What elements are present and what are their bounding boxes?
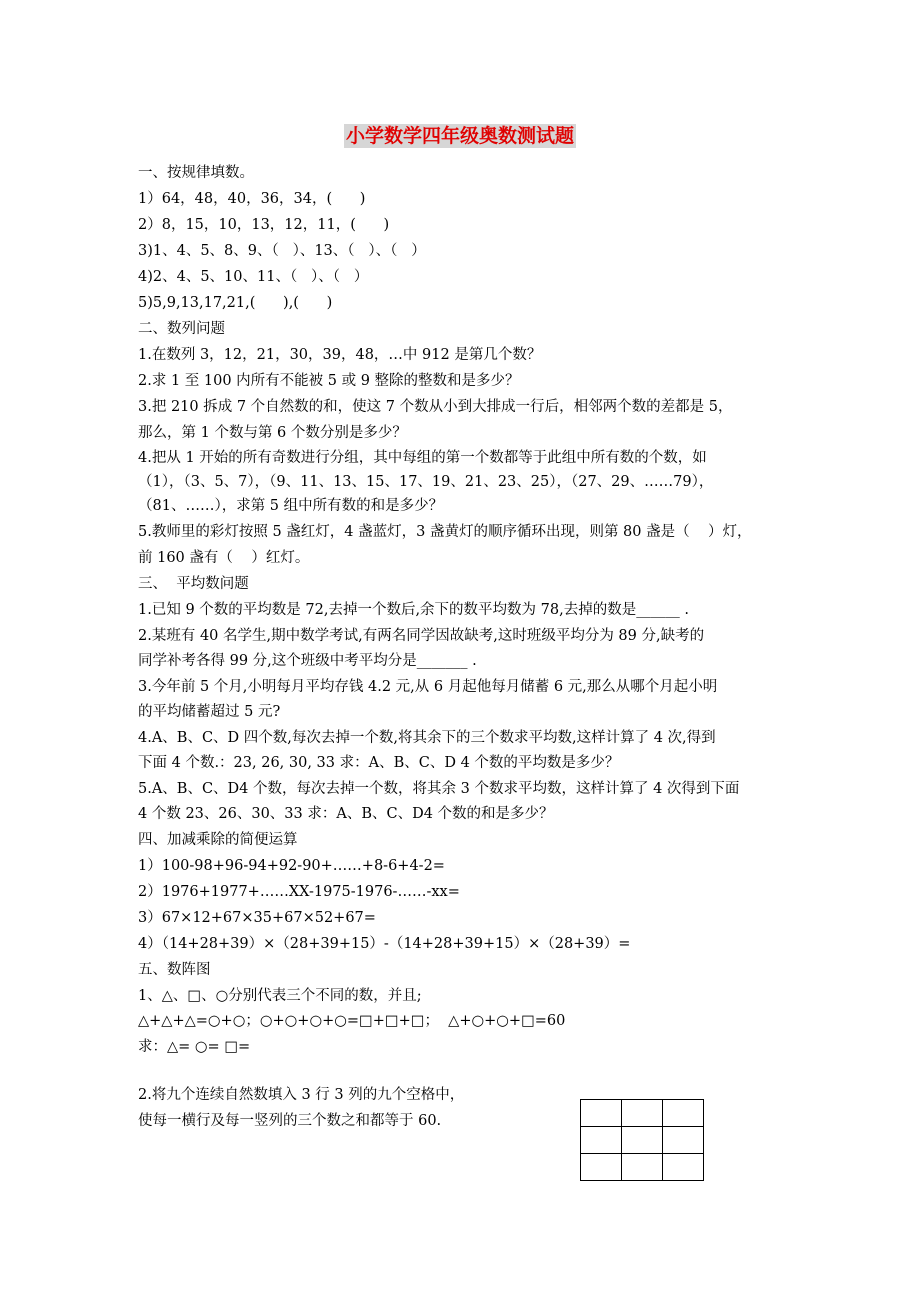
grid-cell	[581, 1154, 622, 1181]
grid-cell	[663, 1154, 704, 1181]
section-3-line: 1.已知 9 个数的平均数是 72,去掉一个数后,余下的数平均数为 78,去掉的数是______ .	[138, 602, 689, 618]
grid-cell	[622, 1100, 663, 1127]
grid-cell	[663, 1100, 704, 1127]
section-3-line: 的平均储蓄超过 5 元?	[138, 704, 281, 720]
section-3-heading: 三、 平均数问题	[138, 576, 249, 592]
section-2-line: 4.把从 1 开始的所有奇数进行分组，其中每组的第一个数都等于此组中所有数的个数，如	[138, 450, 707, 466]
section-2-line: 5.教师里的彩灯按照 5 盏红灯，4 盏蓝灯，3 盏黄灯的顺序循环出现，则第 80 盏是（ ）灯，	[138, 524, 752, 540]
grid-cell	[581, 1100, 622, 1127]
section-1-heading: 一、按规律填数。	[138, 165, 254, 181]
section-4-heading: 四、加减乘除的简便运算	[138, 832, 298, 848]
section-1-item: 2）8，15，10，13，12，11，( )	[138, 217, 390, 233]
section-5-line: 2.将九个连续自然数填入 3 行 3 列的九个空格中，	[138, 1087, 465, 1103]
section-5-line: 1、△、□、○分别代表三个不同的数，并且;	[138, 988, 422, 1004]
section-2-line: 2.求 1 至 100 内所有不能被 5 或 9 整除的整数和是多少？	[138, 373, 520, 389]
section-2-line: 那么，第 1 个数与第 6 个数分别是多少？	[138, 425, 407, 441]
section-1-item: 4)2、4、5、10、11、（ ）、（ ）	[138, 269, 369, 285]
grid-cell	[581, 1127, 622, 1154]
grid-cell	[622, 1154, 663, 1181]
section-4-line: 4）（14+28+39）×（28+39+15）-（14+28+39+15）×（28+39）=	[138, 936, 631, 952]
section-3-line: 下面 4 个数.：23, 26, 30, 33 求：A、B、C、D 4 个数的平均数是多少？	[138, 755, 620, 771]
section-3-line: 3.今年前 5 个月,小明每月平均存钱 4.2 元,从 6 月起他每月储蓄 6 元,那么从哪个月起小明	[138, 679, 718, 695]
section-4-line: 1）100-98+96-94+92-90+……+8-6+4-2=	[138, 858, 445, 874]
section-5-line: 使每一横行及每一竖列的三个数之和都等于 60.	[138, 1113, 442, 1129]
section-5-line: 求：△= ○= □=	[138, 1039, 251, 1055]
section-2-line: 1.在数列 3，12，21，30，39，48，…中 912 是第几个数？	[138, 347, 542, 363]
section-4-line: 3）67×12+67×35+67×52+67=	[138, 910, 376, 926]
title-text: 小学数学四年级奥数测试题	[345, 125, 574, 147]
section-2-line: （1），（3、5、7），（9、11、13、15、17、19、21、23、25），（27、29、……79），	[138, 474, 714, 490]
section-1-item: 1）64，48，40，36，34，( )	[138, 191, 366, 207]
grid-cell	[622, 1127, 663, 1154]
section-4-line: 2）1976+1977+……XX-1975-1976-……-xx=	[138, 884, 460, 900]
section-3-line: 4.A、B、C、D 四个数,每次去掉一个数,将其余下的三个数求平均数,这样计算了 4 次,得到	[138, 730, 716, 746]
number-grid-3x3	[580, 1099, 704, 1181]
section-1-item: 5)5,9,13,17,21,( ),( )	[138, 295, 333, 311]
section-3-line: 同学补考各得 99 分,这个班级中考平均分是_______ .	[138, 653, 477, 669]
section-2-line: 前 160 盏有（ ）红灯。	[138, 550, 310, 566]
section-5-heading: 五、数阵图	[138, 962, 211, 978]
section-2-line: （81、……），求第 5 组中所有数的和是多少？	[138, 498, 444, 514]
section-3-line: 2.某班有 40 名学生,期中数学考试,有两名同学因故缺考,这时班级平均分为 89 分,缺考的	[138, 628, 705, 644]
section-2-line: 3.把 210 拆成 7 个自然数的和，使这 7 个数从小到大排成一行后，相邻两个数的差都是 5，	[138, 399, 733, 415]
section-3-line: 4 个数 23、26、30、33 求：A、B、C、D4 个数的和是多少？	[138, 806, 554, 822]
section-5-line: △+△+△=○+○；○+○+○+○=□+□+□； △+○+○+□=60	[138, 1013, 566, 1029]
page-title	[0, 124, 920, 148]
section-2-heading: 二、数列问题	[138, 321, 225, 337]
section-1-item: 3)1、4、5、8、9、（ ）、13、（ ）、（ ）	[138, 243, 426, 259]
grid-cell	[663, 1127, 704, 1154]
section-3-line: 5.A、B、C、D4 个数，每次去掉一个数，将其余 3 个数求平均数，这样计算了 4 次得到下面	[138, 781, 740, 797]
